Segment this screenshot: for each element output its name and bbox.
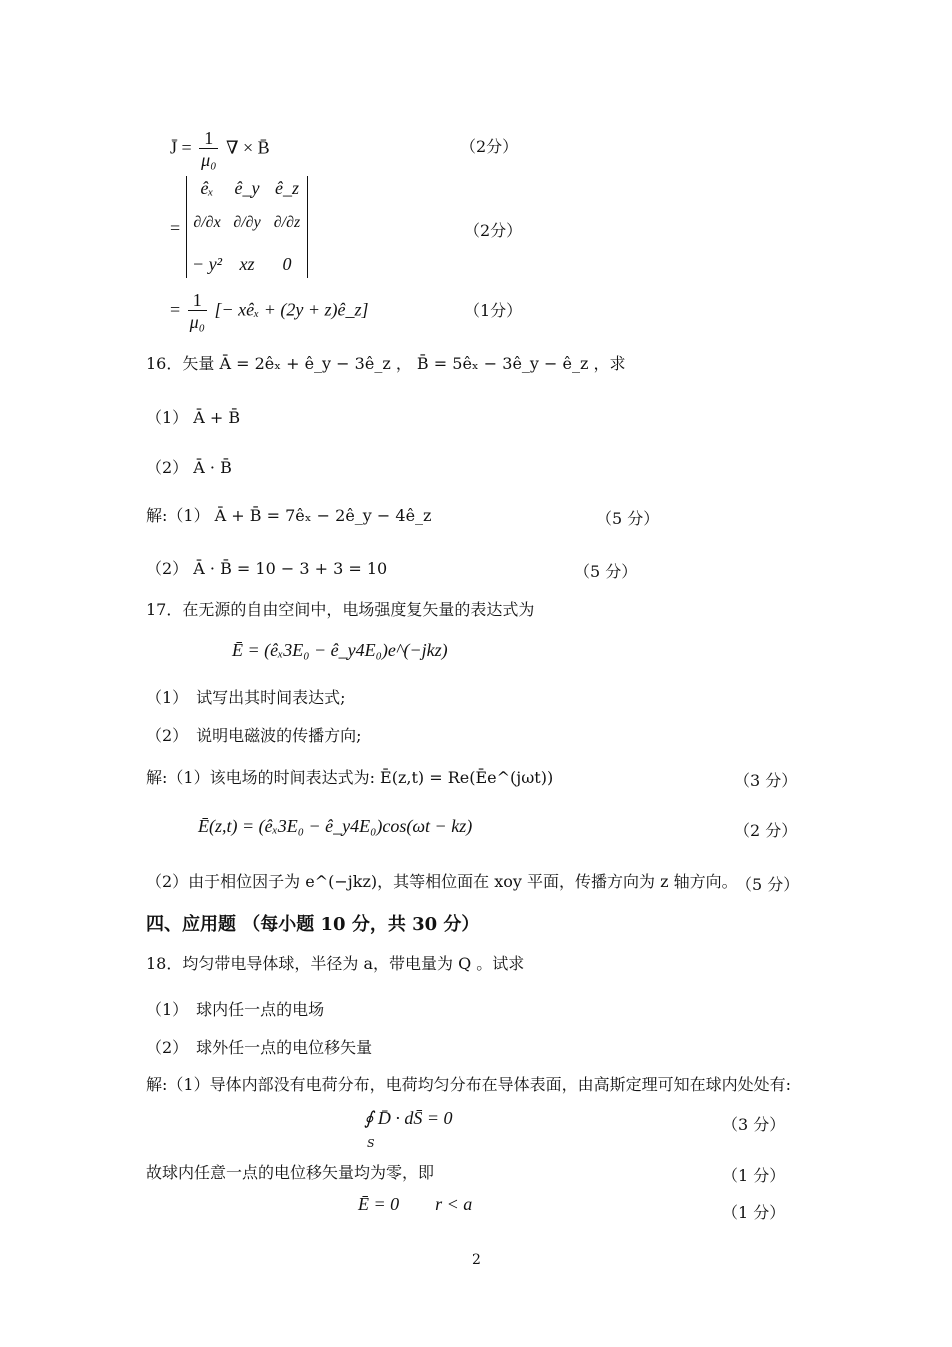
eq-j-result-fraction: [188, 290, 207, 333]
q16-solution2: （2） Ā · B̄ = 10 − 3 + 3 = 10: [146, 559, 388, 578]
q18-final-equation: Ē = 0 r < a: [358, 1194, 473, 1214]
q17-solution2: （2）由于相位因子为 e^(−jkz)，其等相位面在 xoy 平面，传播方向为 z 轴方向。: [146, 872, 738, 891]
q16-part1: （1） Ā + B̄: [146, 408, 241, 427]
eq-j-definition: [170, 128, 270, 171]
eq-det-score: （2分）: [464, 221, 523, 240]
eq-det-equals: =: [170, 218, 181, 238]
det-r3-c2: xz: [239, 254, 255, 274]
curl-determinant: [186, 176, 308, 278]
q18-solution1b-score: （1 分）: [722, 1166, 786, 1185]
det-r1-c3: ê_z: [275, 178, 299, 198]
q17-solution1b: Ē(z,t) = (êₓ3E₀ − ê_y4E₀)cos(ωt − kz): [198, 816, 473, 836]
det-r1-c2: ê_y: [234, 178, 260, 198]
q18-final-score: （1 分）: [722, 1203, 786, 1222]
det-r3-c1: − y²: [191, 254, 223, 274]
eq-j-result-score: （1分）: [464, 301, 523, 320]
q16-solution1-score: （5 分）: [596, 509, 660, 528]
eq-j-result-frac-den: μ₀: [189, 312, 205, 332]
q16-stem: 16．矢量 Ā = 2êₓ + ê_y − 3ê_z ， B̄ = 5êₓ − 3ê_y − ê_z ，求: [146, 354, 626, 373]
q17-part1: （1） 试写出其时间表达式;: [146, 688, 346, 707]
q16-solution2-score: （5 分）: [574, 562, 638, 581]
eq-j-result-equals: =: [170, 299, 181, 320]
q17-part2: （2） 说明电磁波的传播方向;: [146, 726, 362, 745]
q17-solution1-score: （3 分）: [734, 771, 798, 790]
det-r3-c3: 0: [282, 254, 292, 274]
q18-stem: 18．均匀带电导体球，半径为 a，带电量为 Q 。试求: [146, 954, 525, 973]
eq-j-result: [170, 290, 368, 333]
eq-j-rhs: ∇ × B̄: [225, 137, 270, 158]
eq-j-result-frac-num: 1: [192, 290, 202, 310]
q17-solution2-score: （5 分）: [736, 875, 800, 894]
det-r1-c1: êₓ: [200, 178, 214, 198]
page-number: 2: [472, 1252, 481, 1268]
eq-j-frac-den: μ₀: [201, 150, 217, 170]
q18-solution1b: 故球内任意一点的电位移矢量均为零，即: [146, 1163, 435, 1182]
q16-solution1: 解:（1） Ā + B̄ = 7êₓ − 2ê_y − 4ê_z: [146, 506, 432, 525]
eq-j-frac-num: 1: [204, 128, 214, 148]
eq-j-fraction: [199, 128, 218, 171]
q17-equation: Ē = (êₓ3E₀ − ê_y4E₀)e^(−jkz): [232, 640, 448, 660]
q18-part2: （2） 球外任一点的电位移矢量: [146, 1038, 373, 1057]
q17-solution1: 解:（1）该电场的时间表达式为: Ē(z,t) = Re(Ēe^(jωt)): [146, 768, 554, 787]
q18-gauss-score: （3 分）: [722, 1115, 786, 1134]
det-r2-c2: ∂/∂y: [233, 214, 261, 231]
q18-solution1: 解:（1）导体内部没有电荷分布，电荷均匀分布在导体表面，由高斯定理可知在球内处处有:: [146, 1075, 791, 1094]
eq-j-lhs: J̄ =: [170, 137, 192, 158]
q18-gauss-equation: ∮ D̄ · dS̄ = 0: [364, 1108, 453, 1128]
q17-stem: 17．在无源的自由空间中，电场强度复矢量的表达式为: [146, 600, 535, 619]
q18-gauss-surface-label: S: [367, 1137, 375, 1150]
eq-j-result-expr: [− xêₓ + (2y + z)ê_z]: [214, 299, 369, 320]
det-r2-c1: ∂/∂x: [193, 214, 221, 231]
q17-solution1b-score: （2 分）: [734, 821, 798, 840]
q18-part1: （1） 球内任一点的电场: [146, 1000, 325, 1019]
q16-part2: （2） Ā · B̄: [146, 458, 232, 477]
det-r2-c3: ∂/∂z: [273, 214, 301, 231]
eq-j-score: （2分）: [460, 137, 519, 156]
section-4-heading: 四、应用题 （每小题 10 分，共 30 分）: [146, 914, 480, 935]
